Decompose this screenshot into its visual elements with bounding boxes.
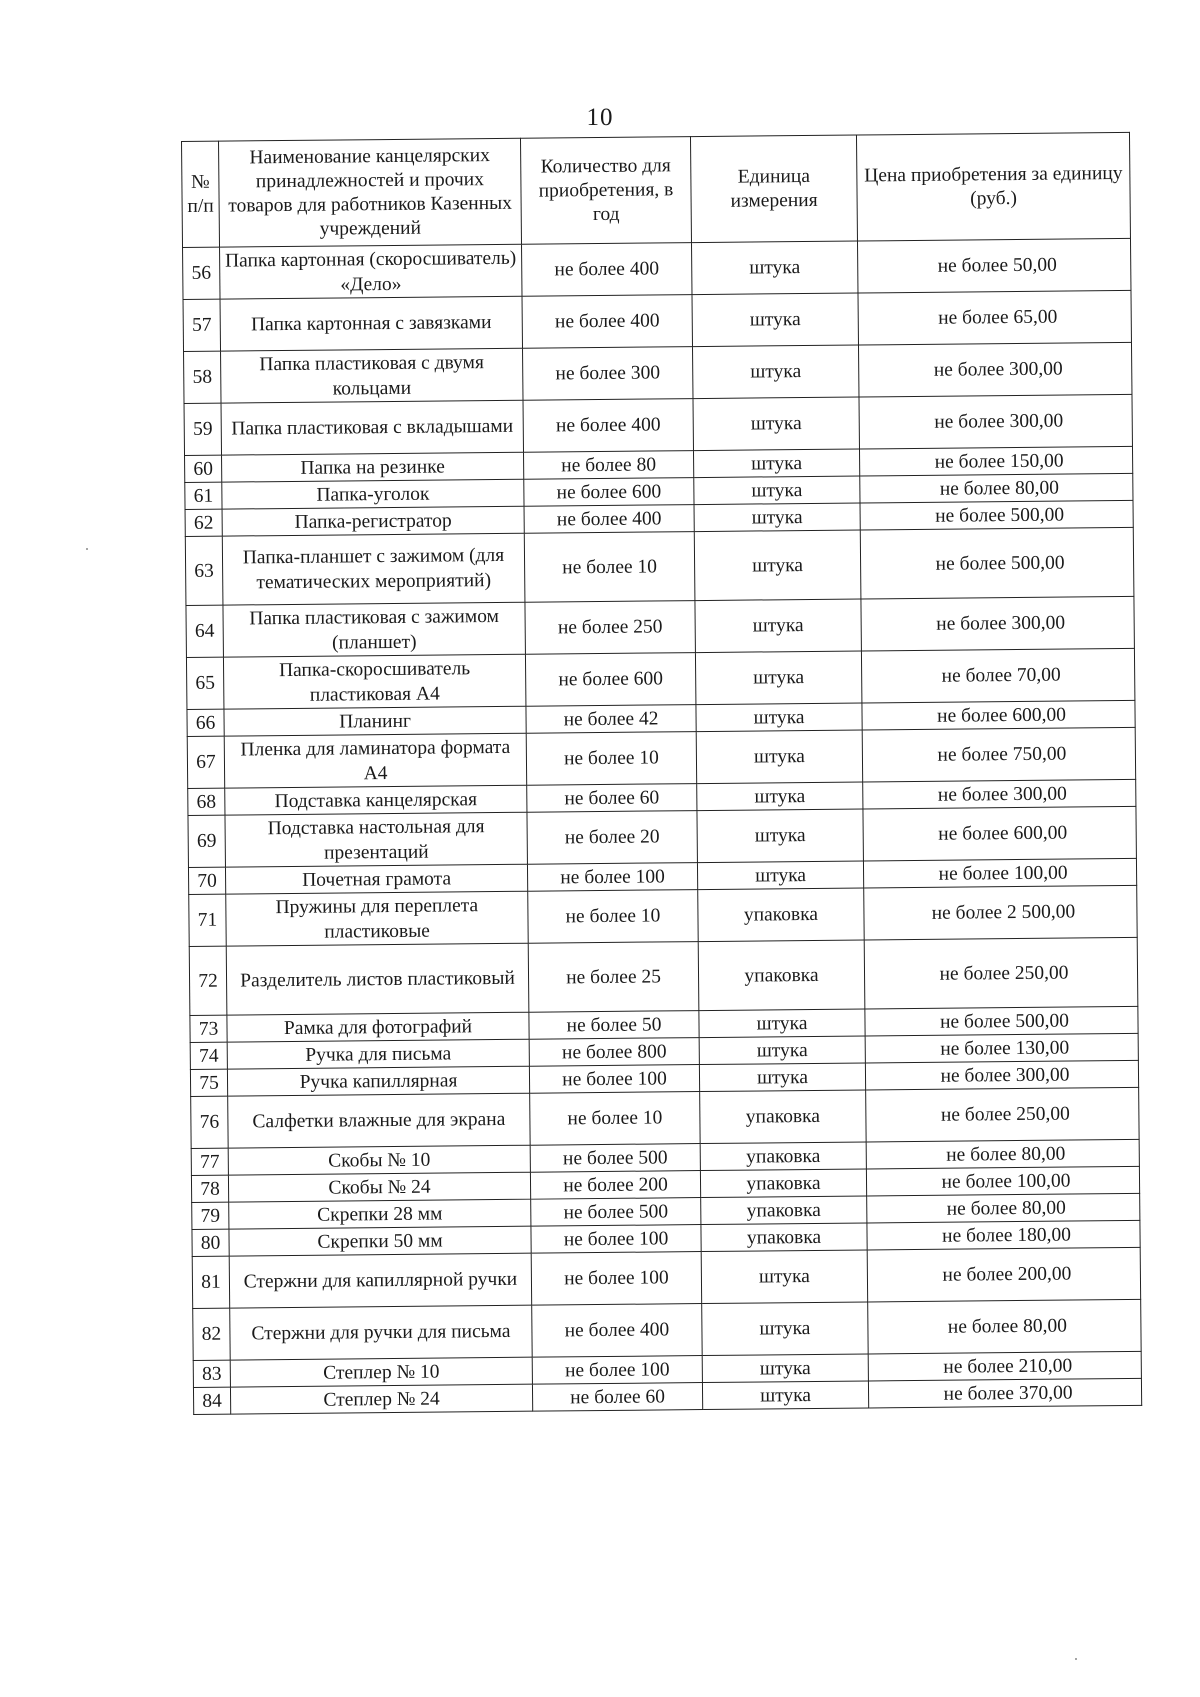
cell-qty: не более 10 bbox=[524, 532, 695, 603]
cell-num: 69 bbox=[188, 815, 225, 867]
cell-unit: упаковка bbox=[700, 1169, 866, 1198]
cell-unit: упаковка bbox=[701, 1223, 867, 1252]
cell-qty: не более 100 bbox=[531, 1252, 701, 1306]
cell-name: Скобы № 24 bbox=[228, 1172, 530, 1202]
cell-num: 59 bbox=[184, 403, 221, 455]
cell-unit: штука bbox=[697, 861, 863, 890]
table-row bbox=[189, 885, 1137, 946]
cell-qty: не более 10 bbox=[530, 1092, 700, 1146]
cell-qty: не более 20 bbox=[527, 811, 697, 865]
cell-price: не более 210,00 bbox=[868, 1351, 1141, 1381]
table-row bbox=[187, 727, 1135, 788]
cell-unit: штука bbox=[701, 1250, 867, 1304]
cell-name: Скрепки 28 мм bbox=[229, 1199, 531, 1229]
cell-name: Папка на резинке bbox=[222, 452, 524, 482]
cell-qty: не более 50 bbox=[529, 1011, 699, 1040]
cell-num: 70 bbox=[188, 867, 225, 894]
cell-price: не более 500,00 bbox=[860, 500, 1133, 530]
table-row bbox=[184, 342, 1132, 403]
cell-num: 72 bbox=[189, 946, 227, 1015]
cell-name: Степлер № 10 bbox=[230, 1357, 532, 1387]
header-unit: Единица измерения bbox=[690, 135, 857, 243]
cell-price: не более 80,00 bbox=[868, 1299, 1141, 1354]
table-row bbox=[183, 238, 1131, 299]
cell-unit: штука bbox=[693, 449, 859, 478]
cell-num: 80 bbox=[192, 1229, 229, 1256]
cell-unit: штука bbox=[697, 809, 863, 863]
cell-qty: не более 800 bbox=[529, 1038, 699, 1067]
cell-price: не более 300,00 bbox=[865, 1060, 1138, 1090]
cell-qty: не более 25 bbox=[528, 942, 699, 1013]
cell-price: не более 180,00 bbox=[867, 1220, 1140, 1250]
cell-num: 58 bbox=[184, 351, 221, 403]
cell-unit: штука bbox=[694, 530, 861, 601]
cell-unit: штука bbox=[692, 345, 858, 399]
cell-name: Рамка для фотографий bbox=[227, 1012, 529, 1042]
table-row bbox=[192, 1247, 1140, 1308]
cell-qty: не более 100 bbox=[529, 1065, 699, 1094]
cell-qty: не более 600 bbox=[525, 653, 695, 707]
cell-num: 73 bbox=[190, 1015, 227, 1042]
cell-qty: не более 200 bbox=[530, 1171, 700, 1200]
cell-qty: не более 100 bbox=[532, 1356, 702, 1385]
header-name: Наименование канцелярских принадлежностей и прочих товаров для работников Казенных учреждений bbox=[219, 138, 522, 247]
cell-name: Скобы № 10 bbox=[228, 1145, 530, 1175]
cell-price: не более 150,00 bbox=[859, 446, 1132, 476]
cell-num: 56 bbox=[183, 247, 220, 299]
cell-num: 83 bbox=[193, 1360, 230, 1387]
header-price: Цена приобретения за единицу (руб.) bbox=[856, 132, 1130, 241]
cell-num: 78 bbox=[191, 1175, 228, 1202]
cell-name: Папка пластиковая с двумя кольцами bbox=[221, 348, 523, 403]
cell-price: не более 300,00 bbox=[858, 342, 1131, 397]
scan-speck bbox=[86, 548, 88, 550]
cell-name: Степлер № 24 bbox=[230, 1384, 532, 1414]
cell-unit: штука bbox=[699, 1036, 865, 1065]
cell-name: Папка-планшет с зажимом (для тематических мероприятий) bbox=[222, 533, 525, 605]
table-row bbox=[193, 1299, 1141, 1360]
cell-price: не более 500,00 bbox=[865, 1006, 1138, 1036]
cell-price: не более 70,00 bbox=[861, 648, 1134, 703]
cell-price: не более 80,00 bbox=[867, 1193, 1140, 1223]
supplies-table bbox=[181, 132, 1142, 1415]
cell-unit: упаковка bbox=[698, 888, 864, 942]
cell-num: 75 bbox=[190, 1069, 227, 1096]
cell-name: Пленка для ламинатора формата А4 bbox=[224, 733, 526, 788]
cell-price: не более 2 500,00 bbox=[864, 885, 1137, 940]
cell-num: 63 bbox=[185, 536, 223, 605]
cell-name: Стержни для ручки для письма bbox=[230, 1305, 532, 1360]
table-row bbox=[184, 394, 1132, 455]
cell-name: Разделитель листов пластиковый bbox=[226, 943, 529, 1015]
cell-name: Папка-регистратор bbox=[222, 506, 524, 536]
cell-num: 74 bbox=[190, 1042, 227, 1069]
cell-name: Папка пластиковая с зажимом (планшет) bbox=[223, 602, 525, 657]
cell-price: не более 130,00 bbox=[865, 1033, 1138, 1063]
cell-unit: штука bbox=[702, 1302, 868, 1356]
cell-name: Подставка настольная для презентаций bbox=[225, 812, 527, 867]
header-row bbox=[182, 132, 1131, 247]
cell-qty: не более 80 bbox=[524, 451, 694, 480]
cell-qty: не более 250 bbox=[525, 601, 695, 655]
cell-unit: штука bbox=[696, 730, 862, 784]
table-row bbox=[191, 1087, 1139, 1148]
cell-price: не более 200,00 bbox=[867, 1247, 1140, 1302]
cell-num: 68 bbox=[188, 788, 225, 815]
cell-unit: штука bbox=[695, 599, 861, 653]
table-row bbox=[189, 937, 1138, 1015]
cell-num: 57 bbox=[183, 299, 220, 351]
cell-price: не более 80,00 bbox=[866, 1139, 1139, 1169]
header-qty: Количество для приобретения, в год bbox=[520, 137, 691, 245]
cell-qty: не более 400 bbox=[524, 505, 694, 534]
cell-price: не более 600,00 bbox=[863, 806, 1136, 861]
cell-qty: не более 10 bbox=[528, 890, 698, 944]
cell-num: 77 bbox=[191, 1148, 228, 1175]
cell-price: не более 250,00 bbox=[866, 1087, 1139, 1142]
cell-unit: штука bbox=[699, 1063, 865, 1092]
cell-name: Папка картонная (скоросшиватель) «Дело» bbox=[220, 244, 522, 299]
cell-num: 60 bbox=[185, 455, 222, 482]
cell-qty: не более 500 bbox=[530, 1144, 700, 1173]
cell-qty: не более 10 bbox=[526, 732, 696, 786]
cell-unit: штука bbox=[692, 293, 858, 347]
cell-price: не более 100,00 bbox=[863, 858, 1136, 888]
cell-price: не более 370,00 bbox=[868, 1378, 1141, 1408]
cell-name: Планинг bbox=[224, 706, 526, 736]
cell-price: не более 300,00 bbox=[859, 394, 1132, 449]
cell-unit: упаковка bbox=[701, 1196, 867, 1225]
cell-num: 84 bbox=[193, 1387, 230, 1414]
cell-qty: не более 60 bbox=[527, 784, 697, 813]
cell-qty: не более 400 bbox=[522, 243, 692, 297]
scan-speck bbox=[1075, 1658, 1077, 1660]
cell-num: 76 bbox=[191, 1096, 228, 1148]
cell-unit: штука bbox=[694, 503, 860, 532]
cell-price: не более 300,00 bbox=[863, 779, 1136, 809]
cell-unit: штука bbox=[702, 1354, 868, 1383]
cell-num: 66 bbox=[187, 709, 224, 736]
cell-price: не более 80,00 bbox=[860, 473, 1133, 503]
cell-unit: штука bbox=[696, 703, 862, 732]
supplies-table-wrapper bbox=[181, 132, 1141, 1415]
cell-num: 67 bbox=[187, 736, 224, 788]
table-row bbox=[186, 648, 1134, 709]
cell-name: Пружины для переплета пластиковые bbox=[226, 891, 528, 946]
cell-price: не более 750,00 bbox=[862, 727, 1135, 782]
cell-num: 62 bbox=[185, 509, 222, 536]
cell-unit: штука bbox=[695, 651, 861, 705]
cell-name: Папка пластиковая с вкладышами bbox=[221, 400, 523, 455]
cell-qty: не более 60 bbox=[532, 1383, 702, 1412]
cell-name: Салфетки влажные для экрана bbox=[228, 1093, 530, 1148]
cell-price: не более 50,00 bbox=[857, 238, 1130, 293]
cell-num: 71 bbox=[189, 894, 226, 946]
cell-num: 79 bbox=[192, 1202, 229, 1229]
cell-qty: не более 42 bbox=[526, 705, 696, 734]
cell-unit: штука bbox=[699, 1009, 865, 1038]
cell-unit: штука bbox=[691, 241, 857, 295]
cell-qty: не более 400 bbox=[522, 295, 692, 349]
cell-price: не более 500,00 bbox=[860, 527, 1134, 599]
table-header bbox=[182, 132, 1131, 247]
table-row bbox=[183, 290, 1131, 351]
cell-price: не более 250,00 bbox=[864, 937, 1138, 1009]
cell-qty: не более 100 bbox=[531, 1225, 701, 1254]
cell-qty: не более 400 bbox=[523, 399, 693, 453]
header-num: № п/п bbox=[182, 141, 220, 247]
page-number: 10 bbox=[586, 104, 614, 131]
cell-unit: упаковка bbox=[698, 940, 865, 1011]
cell-name: Почетная грамота bbox=[225, 864, 527, 894]
cell-num: 65 bbox=[186, 657, 223, 709]
cell-num: 81 bbox=[192, 1256, 229, 1308]
cell-qty: не более 300 bbox=[523, 347, 693, 401]
cell-name: Ручка для письма bbox=[227, 1039, 529, 1069]
cell-num: 64 bbox=[186, 605, 223, 657]
cell-name: Скрепки 50 мм bbox=[229, 1226, 531, 1256]
table-row bbox=[185, 527, 1134, 605]
cell-name: Папка картонная с завязками bbox=[220, 296, 522, 351]
cell-price: не более 300,00 bbox=[861, 596, 1134, 651]
cell-qty: не более 400 bbox=[532, 1304, 702, 1358]
cell-qty: не более 500 bbox=[531, 1198, 701, 1227]
table-row bbox=[186, 596, 1134, 657]
cell-price: не более 65,00 bbox=[858, 290, 1131, 345]
cell-unit: штука bbox=[694, 476, 860, 505]
table-row bbox=[188, 806, 1136, 867]
cell-name: Стержни для капиллярной ручки bbox=[229, 1253, 531, 1308]
cell-unit: штука bbox=[697, 782, 863, 811]
cell-name: Ручка капиллярная bbox=[227, 1066, 529, 1096]
cell-unit: штука bbox=[693, 397, 859, 451]
cell-unit: штука bbox=[702, 1381, 868, 1410]
cell-unit: упаковка bbox=[700, 1142, 866, 1171]
cell-unit: упаковка bbox=[700, 1090, 866, 1144]
cell-price: не более 100,00 bbox=[866, 1166, 1139, 1196]
cell-name: Папка-скоросшиватель пластиковая А4 bbox=[223, 654, 525, 709]
cell-qty: не более 100 bbox=[527, 863, 697, 892]
table-body bbox=[183, 238, 1142, 1414]
cell-name: Папка-уголок bbox=[222, 479, 524, 509]
cell-price: не более 600,00 bbox=[862, 700, 1135, 730]
cell-num: 82 bbox=[193, 1308, 230, 1360]
cell-num: 61 bbox=[185, 482, 222, 509]
cell-qty: не более 600 bbox=[524, 478, 694, 507]
cell-name: Подставка канцелярская bbox=[225, 785, 527, 815]
